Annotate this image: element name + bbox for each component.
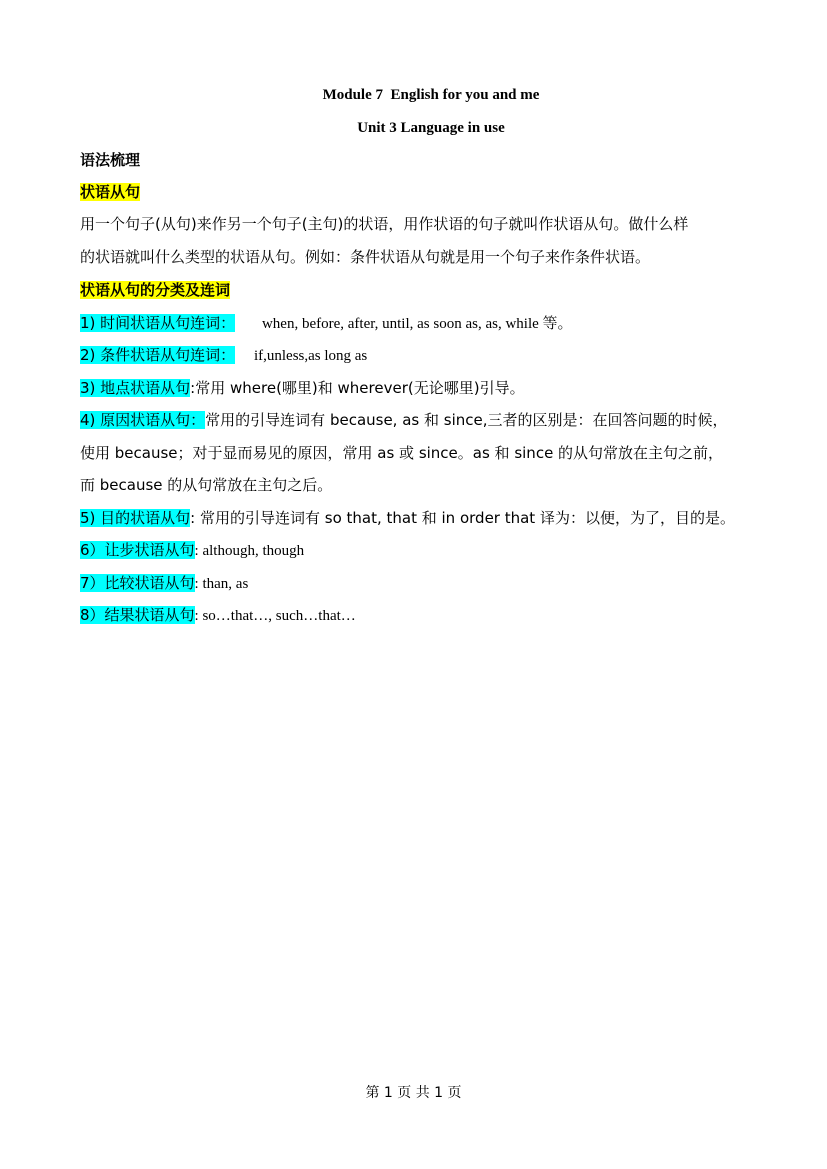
module-title: Module 7 English for you and me — [322, 87, 540, 103]
classification-heading-text: 状语从句的分类及连词 — [80, 281, 231, 299]
unit-title: Unit 3 Language in use — [357, 120, 505, 136]
item-label: 3) 地点状语从句 — [80, 379, 191, 397]
item-content: : than, as — [194, 576, 249, 592]
item-label: 7）比较状语从句 — [80, 574, 195, 592]
item-content-continued: 使用 because；对于显而易见的原因，常用 as 或 since。as 和 since 的从句常放在主句之前， — [80, 444, 724, 462]
topic-heading-text: 状语从句 — [80, 183, 141, 201]
list-item — [80, 378, 525, 398]
item-content: : so…that…, such…that… — [194, 608, 356, 624]
list-item — [80, 410, 728, 430]
item-label: 2) 条件状语从句连词： — [80, 346, 236, 364]
section-heading: 语法梳理 — [80, 151, 141, 169]
item-content: : although, though — [194, 543, 305, 559]
list-item — [80, 573, 248, 594]
item-label: 1) 时间状语从句连词： — [80, 314, 236, 332]
item-label: 4) 原因状语从句： — [80, 411, 206, 429]
intro-line-2: 的状语就叫什么类型的状语从句。例如：条件状语从句就是用一个句子来作条件状语。 — [80, 248, 651, 266]
topic-heading — [80, 182, 140, 202]
item-content: when, before, after, until, as soon as, as, while 等。 — [261, 316, 573, 332]
list-item — [80, 345, 367, 366]
item-content: : 常用的引导连词有 so that, that 和 in order that 译为：以便，为了，目的是。 — [190, 509, 735, 527]
item-content: :常用 where(哪里)和 wherever(无论哪里)引导。 — [190, 379, 525, 397]
item-label: 5) 目的状语从句 — [80, 509, 191, 527]
item-content-continued: 而 because 的从句常放在主句之后。 — [80, 476, 333, 494]
item-content: if,unless,as long as — [253, 348, 368, 364]
page-footer: 第 1 页 共 1 页 — [365, 1085, 462, 1101]
item-label: 6）让步状语从句 — [80, 541, 195, 559]
item-content: 常用的引导连词有 because, as 和 since,三者的区别是：在回答问题的时候， — [205, 411, 728, 429]
classification-heading — [80, 280, 230, 300]
list-item — [80, 508, 735, 528]
intro-line-1: 用一个句子(从句)来作另一个句子(主句)的状语，用作状语的句子就叫作状语从句。做什么样 — [80, 215, 689, 233]
list-item — [80, 605, 356, 626]
list-item — [80, 540, 304, 561]
item-label: 8）结果状语从句 — [80, 606, 195, 624]
list-item — [80, 313, 573, 334]
